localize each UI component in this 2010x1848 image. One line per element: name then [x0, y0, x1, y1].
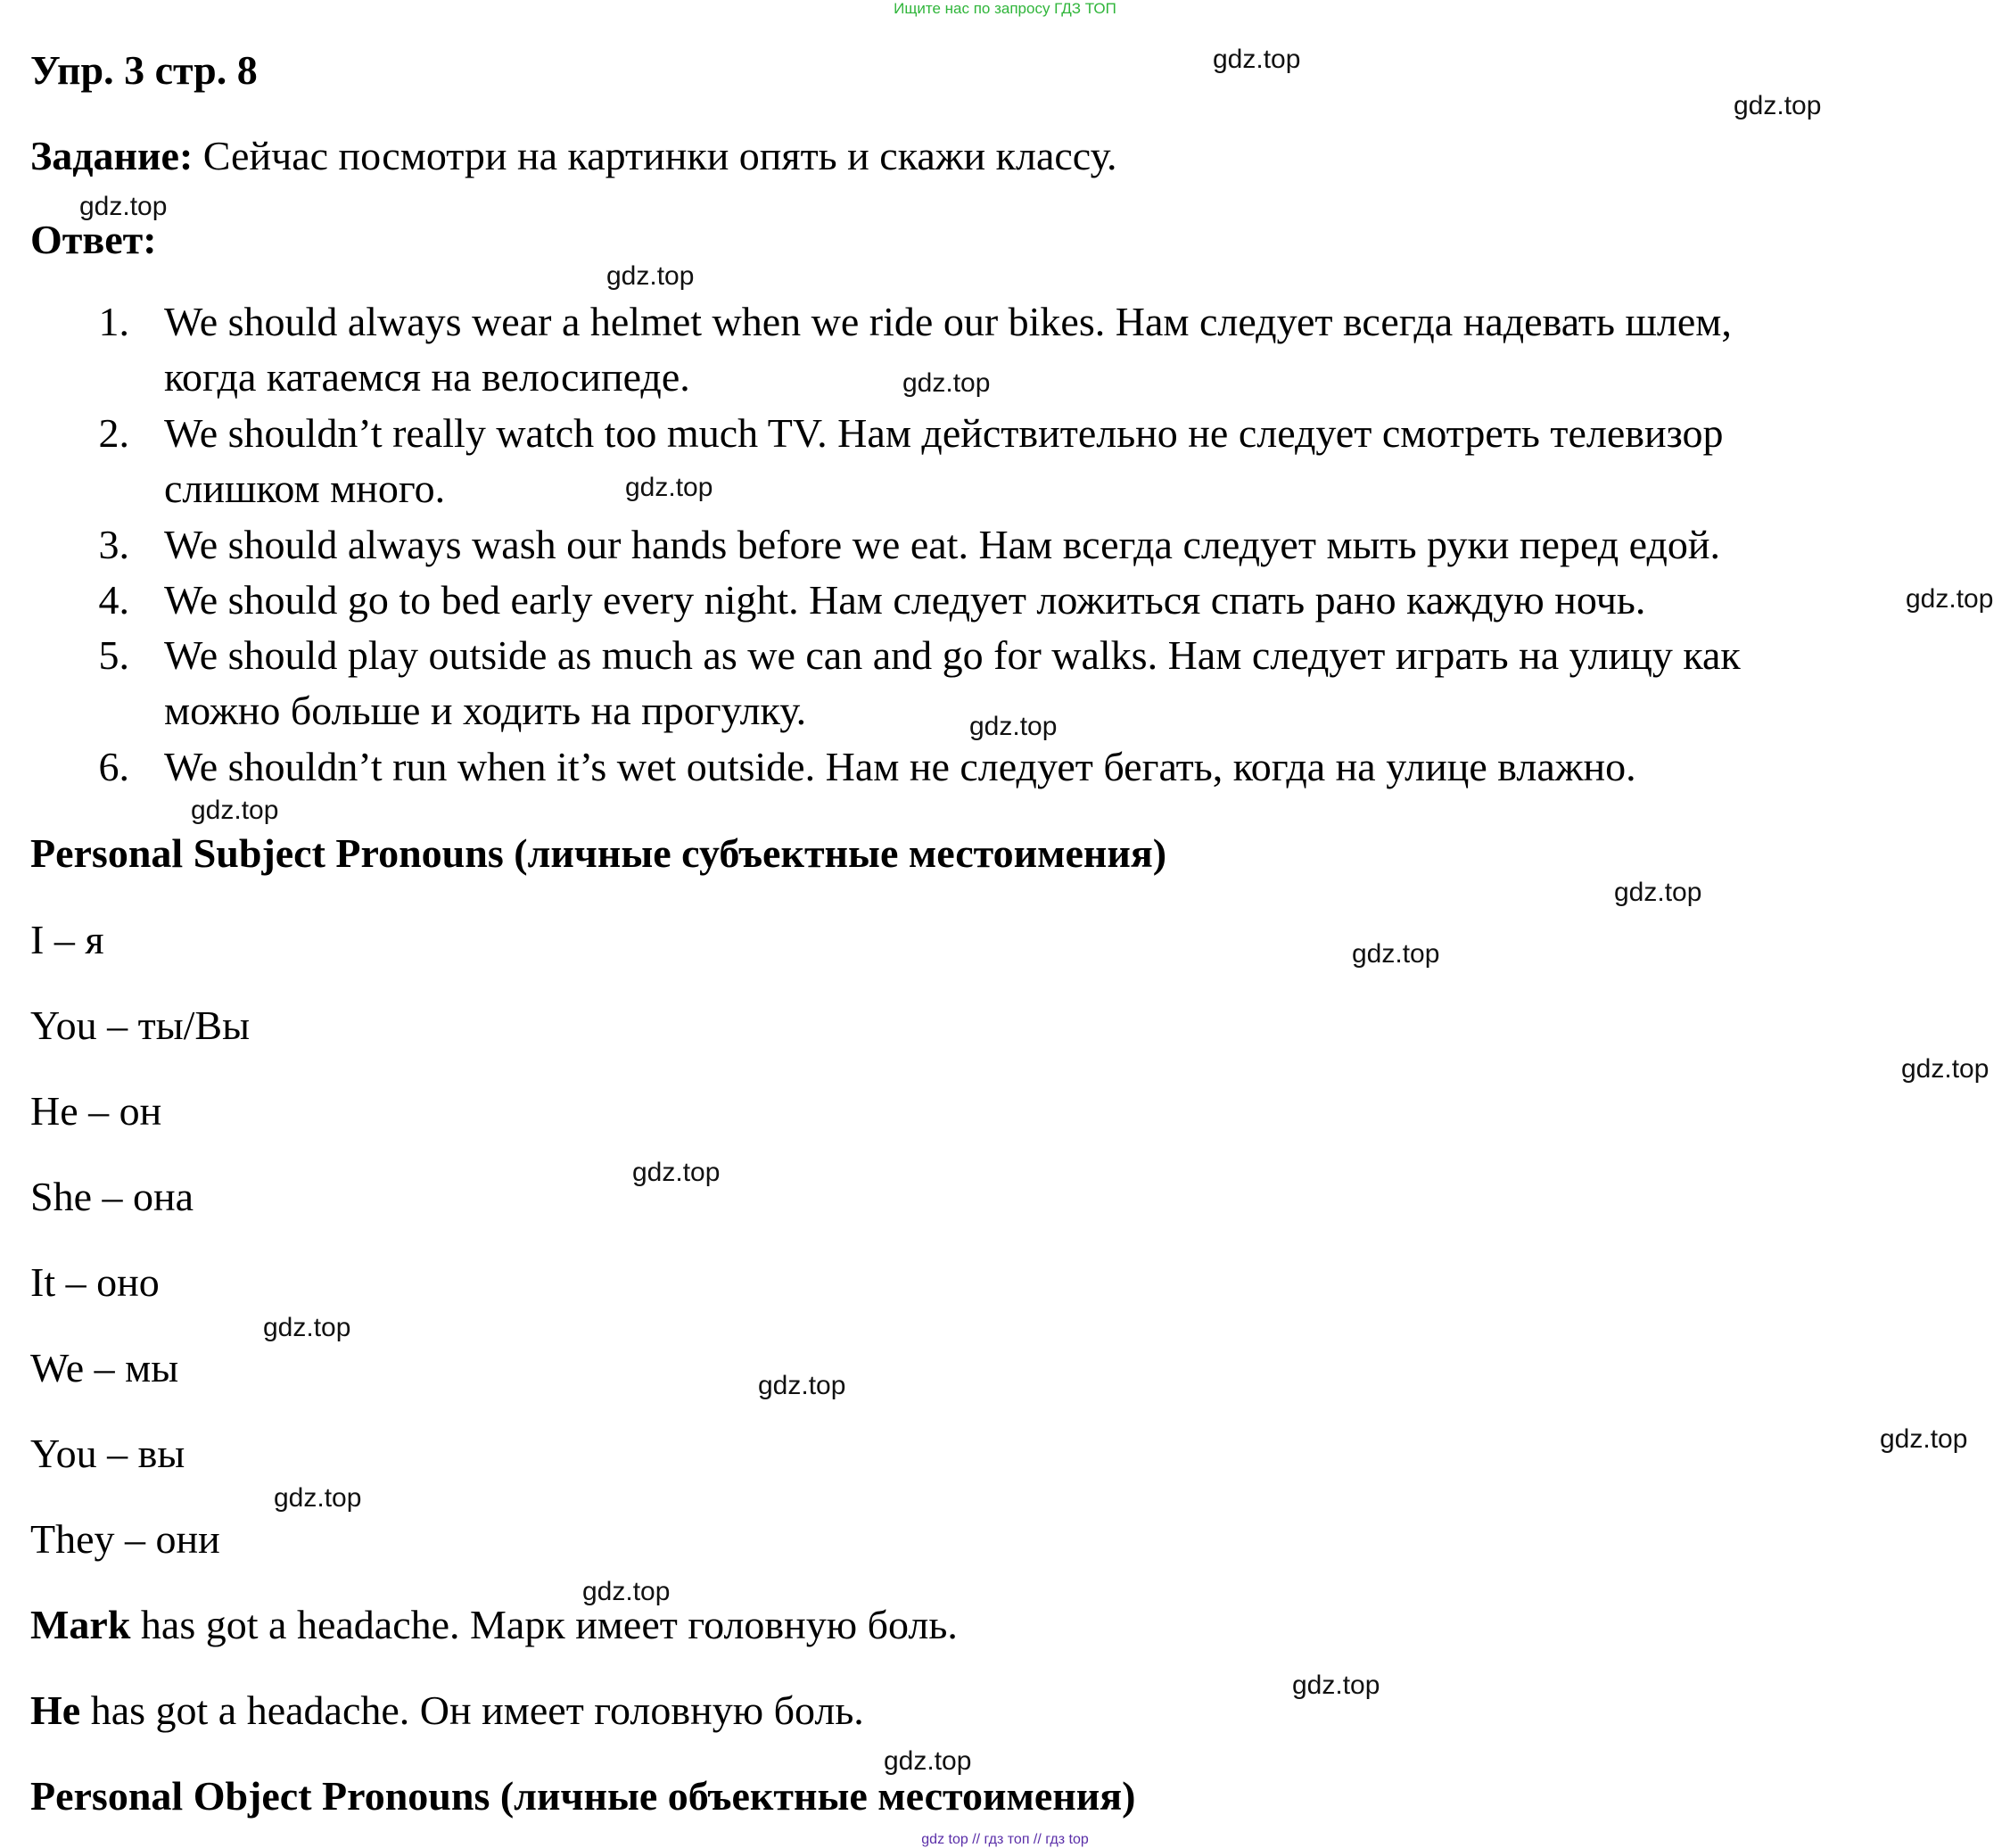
- task-paragraph: [30, 132, 1117, 179]
- object-pronouns-heading: Personal Object Pronouns (личные объектные местоимения): [30, 1773, 1136, 1819]
- pronoun-row: She – она: [30, 1174, 194, 1219]
- example-rest: has got a headache. Марк имеет головную боль.: [130, 1602, 958, 1647]
- list-item-number: 1.: [98, 299, 129, 344]
- watermark: gdz.top: [1292, 1671, 1380, 1700]
- watermark: gdz.top: [884, 1746, 972, 1776]
- pronoun-row: You – вы: [30, 1431, 185, 1476]
- list-item-number: 5.: [98, 632, 129, 678]
- page-title: Упр. 3 стр. 8: [30, 47, 258, 93]
- list-item-text-continued: когда катаемся на велосипеде.: [164, 354, 690, 400]
- watermark: gdz.top: [79, 192, 168, 221]
- example-subject: Mark: [30, 1602, 131, 1647]
- list-item-text: We should always wash our hands before we eat. Нам всегда следует мыть руки перед едой.: [164, 522, 1720, 567]
- watermark: gdz.top: [1614, 878, 1702, 907]
- top-banner[interactable]: Ищите нас по запросу ГДЗ ТОП: [894, 0, 1116, 17]
- pronoun-row: It – оно: [30, 1259, 160, 1305]
- pronoun-row: They – они: [30, 1516, 220, 1562]
- list-item-text: We shouldn’t run when it’s wet outside. Нам не следует бегать, когда на улице влажно.: [164, 744, 1636, 789]
- list-item-text: We should go to bed early every night. Нам следует ложиться спать рано каждую ночь.: [164, 577, 1646, 623]
- watermark: gdz.top: [1901, 1054, 1989, 1084]
- example-rest: has got a headache. Он имеет головную боль.: [80, 1687, 864, 1733]
- list-item-number: 2.: [98, 410, 129, 456]
- watermark: gdz.top: [625, 473, 713, 502]
- watermark: gdz.top: [274, 1483, 362, 1513]
- pronoun-row: He – он: [30, 1088, 162, 1134]
- list-item-text-continued: слишком много.: [164, 466, 446, 511]
- task-text: Сейчас посмотри на картинки опять и скажи классу.: [193, 133, 1117, 178]
- list-item-number: 3.: [98, 522, 129, 567]
- watermark: gdz.top: [1734, 91, 1822, 120]
- list-item-number: 4.: [98, 577, 129, 623]
- answer-label: Ответ:: [30, 217, 157, 262]
- pronoun-row: I – я: [30, 917, 104, 962]
- list-item-text-continued: можно больше и ходить на прогулку.: [164, 688, 807, 733]
- footer-watermark: gdz top // гдз топ // гдз top: [921, 1832, 1089, 1847]
- watermark: gdz.top: [1213, 45, 1301, 74]
- example-sentence: [30, 1601, 958, 1648]
- watermark: gdz.top: [969, 712, 1058, 741]
- watermark: gdz.top: [191, 796, 279, 825]
- list-item-text: We shouldn’t really watch too much TV. Нам действительно не следует смотреть телевизор: [164, 410, 1724, 456]
- watermark: gdz.top: [582, 1577, 671, 1606]
- watermark: gdz.top: [1352, 939, 1440, 969]
- watermark: gdz.top: [263, 1313, 351, 1342]
- list-item-text: We should always wear a helmet when we ride our bikes. Нам следует всегда надевать шлем,: [164, 299, 1732, 344]
- example-subject: He: [30, 1687, 81, 1733]
- list-item-number: 6.: [98, 744, 129, 789]
- watermark: gdz.top: [1906, 584, 1994, 614]
- pronoun-row: You – ты/Вы: [30, 1002, 250, 1048]
- watermark: gdz.top: [606, 261, 695, 291]
- watermark: gdz.top: [632, 1158, 721, 1187]
- list-item-text: We should play outside as much as we can and go for walks. Нам следует играть на улицу как: [164, 632, 1741, 678]
- watermark: gdz.top: [1880, 1424, 1968, 1454]
- watermark: gdz.top: [902, 368, 991, 398]
- task-label: Задание:: [30, 133, 194, 178]
- subject-pronouns-heading: Personal Subject Pronouns (личные субъектные местоимения): [30, 830, 1167, 876]
- watermark: gdz.top: [758, 1371, 846, 1400]
- example-sentence: [30, 1687, 864, 1734]
- pronoun-row: We – мы: [30, 1345, 179, 1390]
